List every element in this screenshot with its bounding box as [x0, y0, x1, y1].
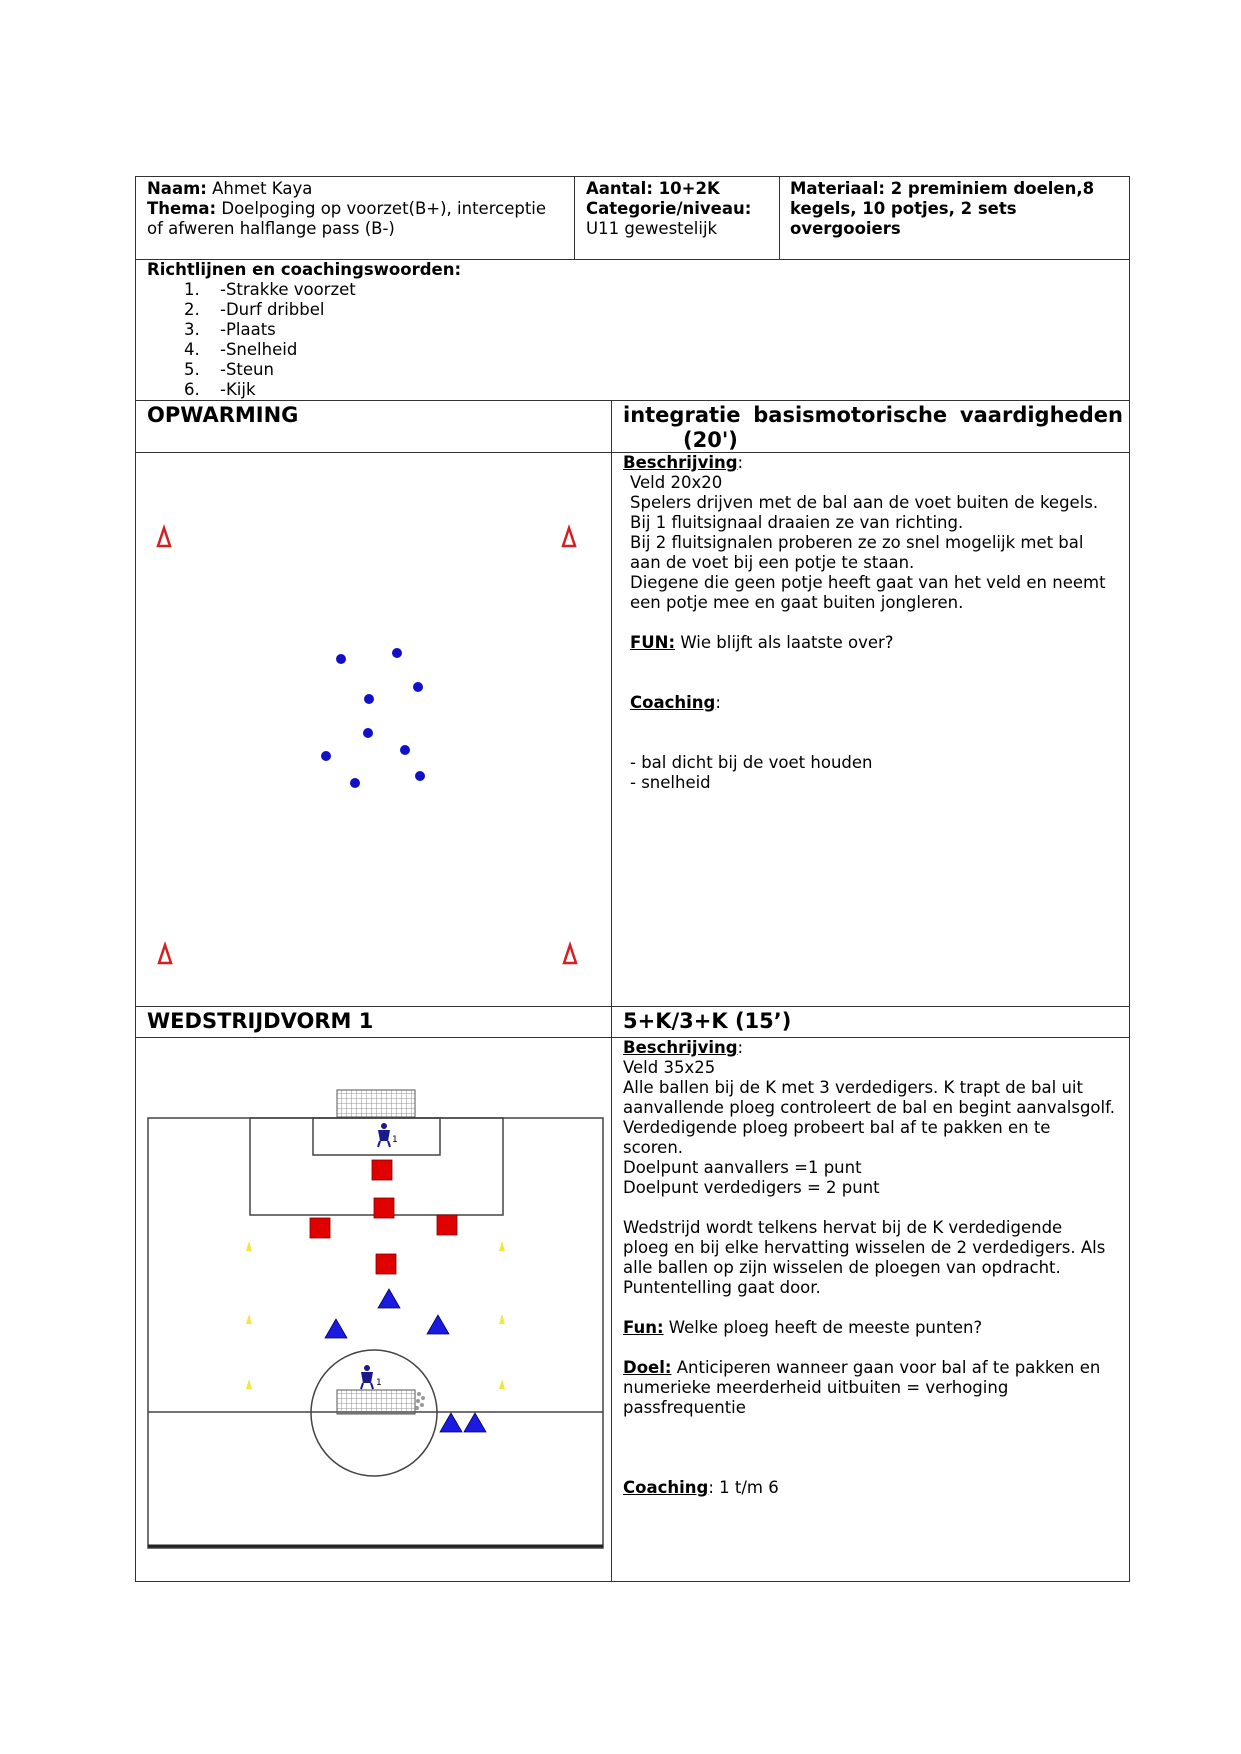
header-col-divider-1: [574, 176, 575, 260]
list-item: 6. -Kijk: [184, 380, 256, 399]
goalkeeper-icon: [361, 1365, 373, 1389]
main-col-divider: [611, 400, 612, 1582]
coaching-text: : 1 t/m 6: [708, 1478, 779, 1497]
wedstrijdvorm-subtitle: 5+K/3+K (15’): [623, 1009, 792, 1033]
wedstrijdvorm-diagram: [136, 1038, 611, 1580]
fun-label: Fun:: [623, 1318, 664, 1337]
opwarming-subtitle: integratie basismotorische vaardigheden: [623, 403, 1123, 427]
player-dot: [364, 694, 374, 704]
description-line: Wedstrijd wordt telkens hervat bij de K verdedigende: [623, 1218, 1063, 1237]
coaching-label: Coaching: [623, 1478, 709, 1497]
opwarming-title: OPWARMING: [147, 403, 299, 427]
player-dot: [350, 778, 360, 788]
fun-text: Welke ploeg heeft de meeste punten?: [663, 1318, 983, 1337]
header-col-divider-2: [779, 176, 780, 260]
player-dot: [415, 771, 425, 781]
description-line: Puntentelling gaat door.: [623, 1278, 821, 1297]
description-line: Verdedigende ploeg probeert bal af te pakken en te: [623, 1118, 1051, 1137]
doel-text: Anticiperen wanneer gaan voor bal af te pakken en: [671, 1358, 1101, 1377]
defender-square: [374, 1198, 394, 1218]
description-line: aanvallende ploeg controleert de bal en begint aanvalsgolf.: [623, 1098, 1115, 1117]
naam-label: Naam:: [147, 179, 207, 198]
opwarming-duration: (20'): [683, 428, 738, 452]
description-line: scoren.: [623, 1138, 684, 1157]
list-item: 1. -Strakke voorzet: [184, 280, 356, 299]
beschrijving-label: Beschrijving: [623, 453, 738, 472]
attacker-triangle: [440, 1413, 462, 1432]
cone-icon: [563, 528, 575, 546]
description-line: Doelpunt verdedigers = 2 punt: [623, 1178, 880, 1197]
description-line: een potje mee en gaat buiten jongleren.: [630, 593, 964, 612]
wedstrijdvorm-title: WEDSTRIJDVORM 1: [147, 1009, 374, 1033]
pitch-outline: [148, 1118, 603, 1548]
description-line: alle ballen op zijn wisselen de ploegen van opdracht.: [623, 1258, 1061, 1277]
coaching-label: Coaching: [630, 693, 716, 712]
cone-icon: [246, 1379, 252, 1389]
bottom-goal-net: [337, 1390, 415, 1414]
player-dot: [321, 751, 331, 761]
list-item: 2. -Durf dribbel: [184, 300, 325, 319]
attacker-triangle: [464, 1413, 486, 1432]
richtlijnen-title: Richtlijnen en coachingswoorden:: [147, 260, 462, 279]
thema-label: Thema:: [147, 199, 217, 218]
description-line: Veld 35x25: [623, 1058, 716, 1077]
materiaal-line-3: overgooiers: [790, 219, 901, 238]
defender-square: [376, 1254, 396, 1274]
defender-square: [310, 1218, 330, 1238]
fun-label: FUN:: [630, 633, 676, 652]
aantal-cell: [586, 179, 776, 239]
richtlijnen-row-divider: [135, 400, 1130, 401]
cone-icon: [499, 1314, 505, 1324]
table-bottom-border: [135, 1581, 1130, 1582]
aantal: Aantal: 10+2K: [586, 179, 720, 198]
player-dot: [400, 745, 410, 755]
thema-value: Doelpoging op voorzet(B+), interceptie: [216, 199, 547, 218]
materiaal-cell: [790, 179, 1125, 239]
keeper-number-top: 1: [392, 1135, 398, 1145]
goalkeeper-icon: [378, 1123, 390, 1147]
description-line: aan de voet bij een potje te staan.: [630, 553, 915, 572]
coaching-item: - bal dicht bij de voet houden: [630, 753, 873, 772]
player-dot: [363, 728, 373, 738]
description-line: ploeg en bij elke hervatting wisselen de 2 verdedigers. Als: [623, 1238, 1106, 1257]
list-item: 3. -Plaats: [184, 320, 276, 339]
top-goal-net: [337, 1090, 415, 1117]
cone-icon: [499, 1241, 505, 1251]
player-dot: [392, 648, 402, 658]
opwarming-description: Beschrijving: Veld 20x20 Spelers drijven met de bal aan de voet buiten de kegels. Bij 1 fluitsignaal draaien ze van richting. Bij 2 fluitsignalen proberen ze zo snel mogelijk met bal aan de voet bij een potje te staan. Diegene die geen potje heeft gaat van het veld en neemt een potje mee en gaat buiten jongleren. FUN: Wie blijft als laatste over? Coaching: - bal dicht bij de voet houden - snelheid: [623, 453, 1123, 793]
table-top-border: [135, 176, 1130, 177]
description-line: Alle ballen bij de K met 3 verdedigers. K trapt de bal uit: [623, 1078, 1083, 1097]
wedstrijdvorm-description: Beschrijving: Veld 35x25 Alle ballen bij de K met 3 verdedigers. K trapt de bal uit aanvallende ploeg controleert de bal en begint aanvalsgolf. Verdedigende ploeg probeert bal af te pakken en te scoren. Doelpunt aanvallers =1 punt Doelpunt verdedigers = 2 punt Wedstrijd wordt telkens hervat bij de K verdedigende ploeg en bij elke hervatting wisselen de 2 verdedigers. Als alle ballen op zijn wisselen de ploegen van opdracht. Puntentelling gaat door. Fun: Welke ploeg heeft de meeste punten? Doel: Anticiperen wanneer gaan voor bal af te pakken en numerieke meerderheid uitbuiten = verhoging passfrequentie Coaching: 1 t/m 6: [623, 1038, 1128, 1498]
cone-icon: [564, 945, 576, 963]
materiaal-line-2: kegels, 10 potjes, 2 sets: [790, 199, 1017, 218]
goal-area: [313, 1118, 440, 1155]
opwarming-body-divider: [135, 1006, 1130, 1007]
defender-square: [372, 1160, 392, 1180]
fun-text: Wie blijft als laatste over?: [675, 633, 894, 652]
defender-square: [437, 1215, 457, 1235]
description-line: Bij 1 fluitsignaal draaien ze van richting.: [630, 513, 964, 532]
attacker-triangle: [325, 1319, 347, 1338]
richtlijnen-list: [147, 280, 1047, 400]
description-line: Spelers drijven met de bal aan de voet buiten de kegels.: [630, 493, 1099, 512]
opwarming-diagram: [136, 453, 611, 1005]
richtlijnen-cell: [147, 260, 1047, 400]
description-line: Bij 2 fluitsignalen proberen ze zo snel mogelijk met bal: [630, 533, 1084, 552]
keeper-number-bottom: 1: [376, 1378, 382, 1388]
list-item: 4. -Snelheid: [184, 340, 298, 359]
table-right-border: [1129, 176, 1130, 1582]
cone-icon: [159, 945, 171, 963]
doel-text-cont: numerieke meerderheid uitbuiten = verhoging: [623, 1378, 1009, 1397]
player-dot: [336, 654, 346, 664]
cone-icon: [158, 528, 170, 546]
player-dot: [413, 682, 423, 692]
doel-label: Doel:: [623, 1358, 672, 1377]
attacker-triangle: [378, 1289, 400, 1308]
balls-icon: [415, 1392, 425, 1410]
description-line: Veld 20x20: [630, 473, 723, 492]
naam-thema-cell: [147, 179, 567, 239]
beschrijving-label: Beschrijving: [623, 1038, 738, 1057]
materiaal-line-1: Materiaal: 2 preminiem doelen,8: [790, 179, 1095, 198]
categorie-value: U11 gewestelijk: [586, 219, 718, 238]
attacker-triangle: [427, 1315, 449, 1334]
cone-icon: [499, 1379, 505, 1389]
thema-value-cont: of afweren halflange pass (B-): [147, 219, 395, 238]
list-item: 5. -Steun: [184, 360, 274, 379]
doel-text-cont: passfrequentie: [623, 1398, 746, 1417]
cone-icon: [246, 1241, 252, 1251]
naam-value: Ahmet Kaya: [206, 179, 313, 198]
description-line: Diegene die geen potje heeft gaat van het veld en neemt: [630, 573, 1106, 592]
description-line: Doelpunt aanvallers =1 punt: [623, 1158, 862, 1177]
cone-icon: [246, 1314, 252, 1324]
categorie-label: Categorie/niveau:: [586, 199, 752, 218]
coaching-item: - snelheid: [630, 773, 711, 792]
